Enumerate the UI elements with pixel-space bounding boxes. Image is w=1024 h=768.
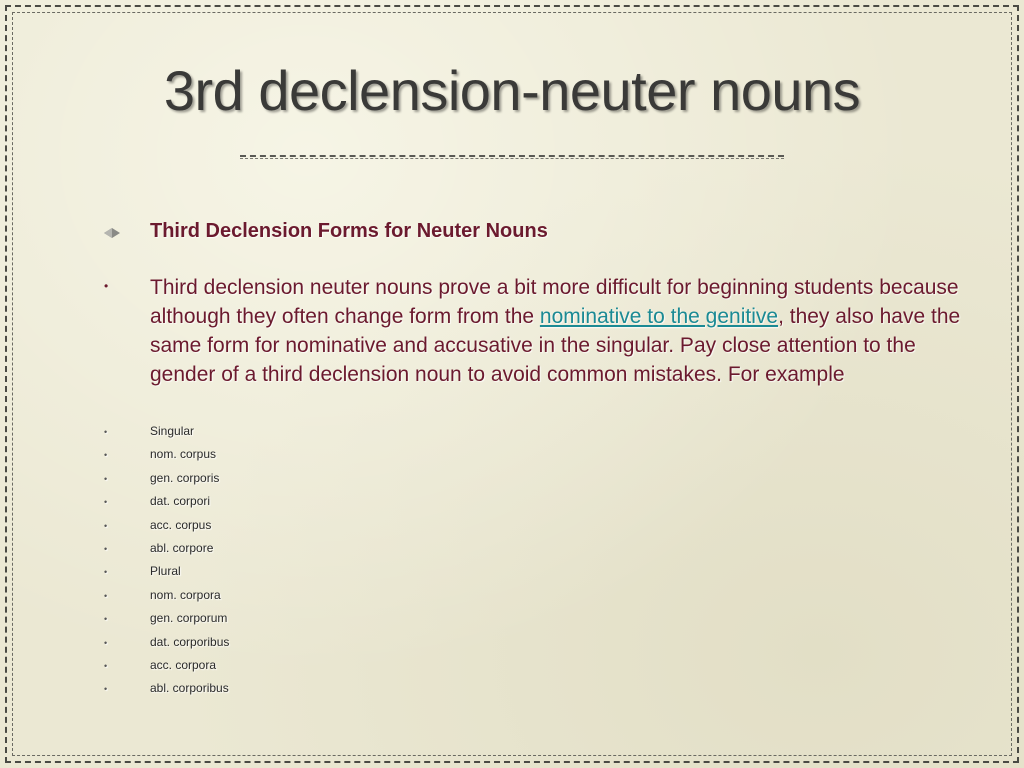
bullet-dot-icon: • — [104, 567, 108, 578]
list-item-text: gen. corporis — [150, 470, 220, 485]
list-item-text: Singular — [150, 424, 195, 438]
title-divider — [240, 155, 784, 159]
list-item-text: Plural — [150, 564, 181, 579]
list-item-text: dat. corporibus — [150, 634, 230, 649]
list-item-text: dat. corpori — [150, 494, 211, 509]
bullet-dot-icon: • — [104, 614, 108, 625]
bullet-dot-icon: • — [104, 473, 108, 484]
bullet-dot-icon: • — [104, 637, 108, 648]
slide-title: 3rd declension-neuter nouns — [163, 59, 861, 122]
bullet-dot-icon: • — [104, 660, 108, 671]
bullet-dot-icon: • — [104, 590, 108, 601]
list-item-text: abl. corpore — [150, 540, 214, 555]
bullet-dot-icon: • — [104, 543, 108, 554]
bullet-dot-icon: • — [104, 497, 108, 508]
paragraph-text-start: Third declension neuter nouns prove a bit more difficult for beginning students because although they often change form from the — [150, 276, 959, 328]
paragraph-text-end: , they also have the same form for nominative and accusative in the singular. Pay close attention to the gender of a third declension noun to avoid common mistakes. For example — [150, 305, 961, 386]
list-item-text: nom. corpus — [150, 447, 217, 462]
list-item-text: abl. corporibus — [150, 681, 229, 696]
nominative-genitive-link[interactable]: nominative to the genitive — [539, 305, 779, 328]
paragraph — [150, 273, 980, 389]
list-item-text: acc. corpus — [150, 517, 212, 532]
bullet-dot-icon: • — [104, 279, 109, 293]
bullet-dot-icon: • — [104, 450, 108, 461]
bullet-dot-icon: • — [104, 520, 108, 531]
bullet-dot-icon: • — [104, 427, 108, 437]
bullet-dot-icon: • — [104, 684, 108, 695]
list-item-text: nom. corpora — [150, 587, 221, 602]
list-item-text: gen. corporum — [150, 611, 228, 626]
list-item-text: acc. corpora — [150, 657, 217, 672]
section-heading: Third Declension Forms for Neuter Nouns — [150, 220, 548, 242]
diamond-bullet-icon — [104, 228, 120, 238]
